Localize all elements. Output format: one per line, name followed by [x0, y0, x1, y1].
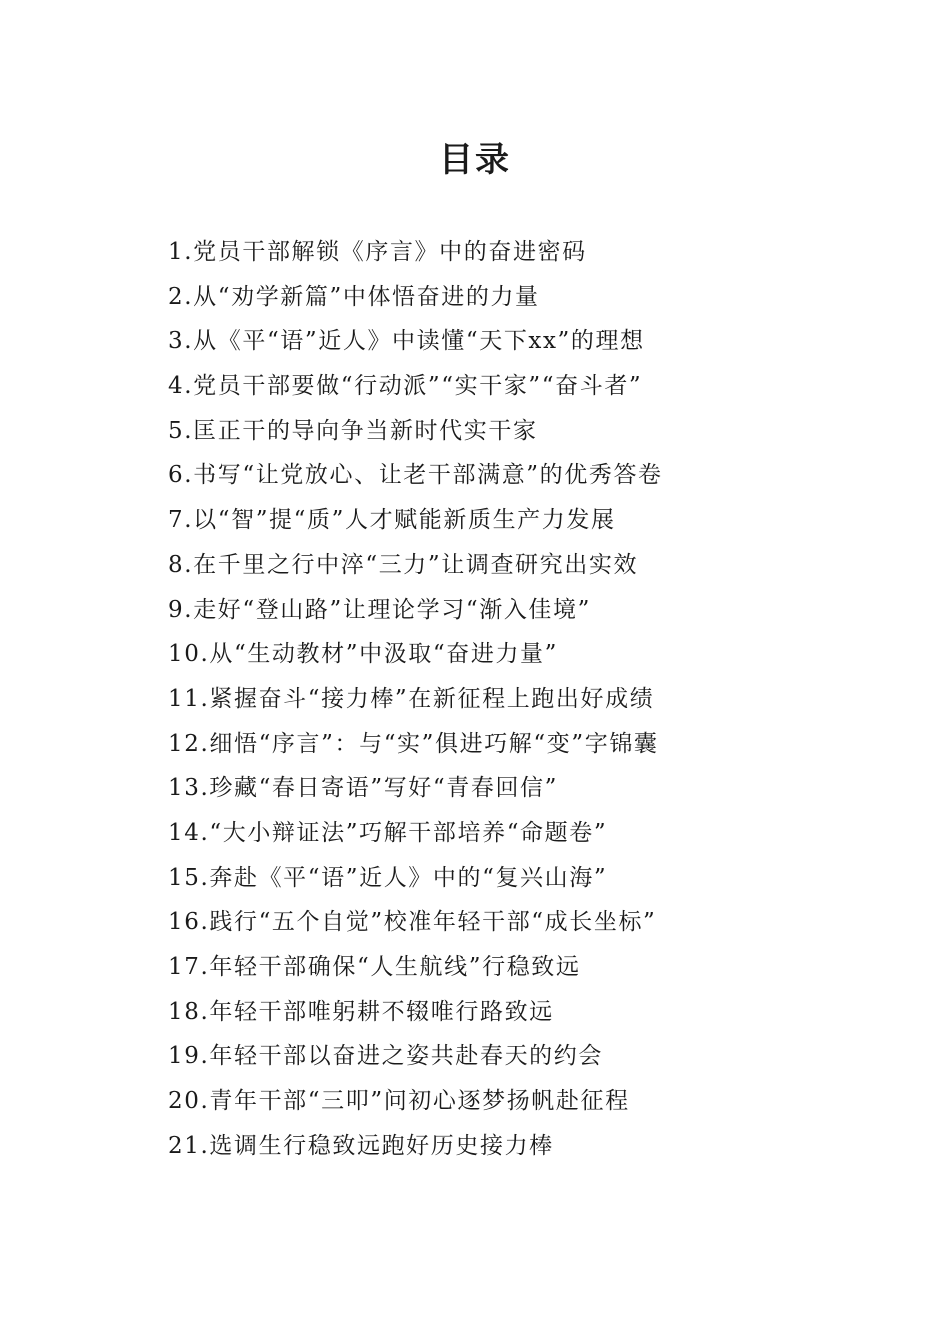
toc-entry-5: 5.匡正干的导向争当新时代实干家	[168, 417, 538, 444]
toc-entry-19: 19.年轻干部以奋进之姿共赴春天的约会	[168, 1043, 603, 1070]
toc-entry-9: 9.走好“登山路”让理论学习“渐入佳境”	[168, 596, 591, 623]
toc-entry-10: 10.从“生动教材”中汲取“奋进力量”	[168, 641, 559, 668]
toc-entry-11: 11.紧握奋斗“接力棒”在新征程上跑出好成绩	[168, 685, 655, 712]
toc-entry-2: 2.从“劝学新篇”中体悟奋进的力量	[168, 283, 540, 310]
toc-entry-12: 12.细悟“序言”：与“实”俱进巧解“变”字锦囊	[168, 730, 659, 757]
toc-entry-14: 14.“大小辩证法”巧解干部培养“命题卷”	[168, 819, 608, 846]
toc-entry-6: 6.书写“让党放心、让老干部满意”的优秀答卷	[168, 462, 663, 489]
toc-entry-1: 1.党员干部解锁《序言》中的奋进密码	[168, 239, 587, 265]
toc-entry-16: 16.践行“五个自觉”校准年轻干部“成长坐标”	[168, 909, 657, 936]
toc-entry-7: 7.以“智”提“质”人才赋能新质生产力发展	[168, 507, 616, 534]
toc-entry-8: 8.在千里之行中淬“三力”让调查研究出实效	[168, 551, 639, 578]
toc-list	[168, 230, 888, 1168]
toc-entry-3: 3.从《平“语”近人》中读懂“天下xx”的理想	[168, 328, 645, 355]
toc-entry-4: 4.党员干部要做“行动派”“实干家”“奋斗者”	[168, 373, 643, 400]
toc-entry-17: 17.年轻干部确保“人生航线”行稳致远	[168, 954, 581, 980]
toc-entry-20: 20.青年干部“三叩”问初心逐梦扬帆赴征程	[168, 1088, 630, 1115]
toc-title: 目录	[439, 140, 511, 180]
toc-entry-13: 13.珍藏“春日寄语”写好“青春回信”	[168, 775, 559, 802]
toc-entry-21: 21.选调生行稳致远跑好历史接力棒	[168, 1132, 554, 1159]
toc-entry-15: 15.奔赴《平“语”近人》中的“复兴山海”	[168, 864, 608, 891]
toc-entry-18: 18.年轻干部唯躬耕不辍唯行路致远	[168, 998, 554, 1025]
